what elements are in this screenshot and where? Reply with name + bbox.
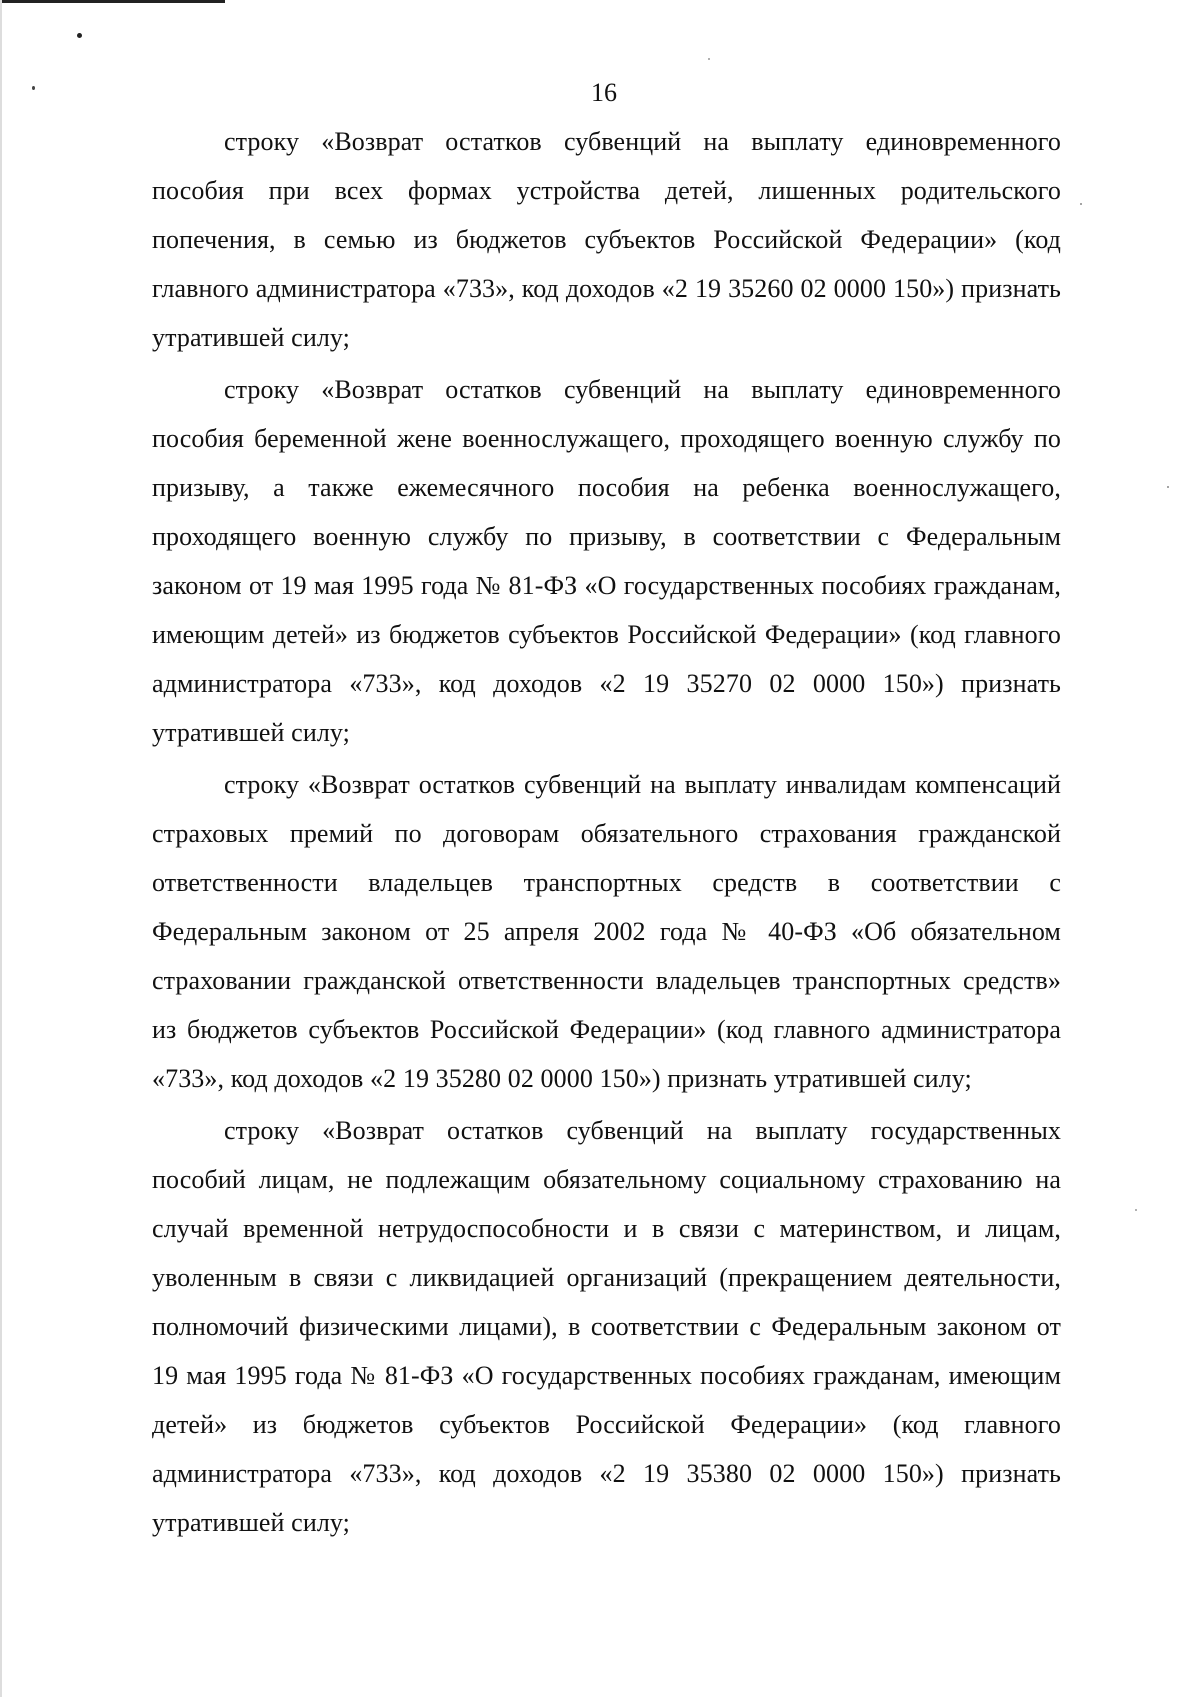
scan-speck: [77, 33, 82, 38]
scan-edge: [0, 0, 2, 1697]
paragraph-3: строку «Возврат остатков субвенций на выплату инвалидам компенсаций страховых премий по договорам обязательного страхования гражданской ответственности владельцев транспортных средств в соответствии с Федеральным законом от 25 апреля 2002 года № 40-ФЗ «Об обязательном страховании гражданской ответственности владельцев транспортных средств» из бюджетов субъектов Российской Федерации» (код главного администратора «733», код доходов «2 19 35280 02 0000 150») признать утратившей силу;: [152, 770, 1061, 1093]
paragraph-4: строку «Возврат остатков субвенций на выплату государственных пособий лицам, не подлежащим обязательному социальному страхованию на случай временной нетрудоспособности и в связи с материнством, и лицам, уволенным в связи с ликвидацией организаций (прекращением деятельности, полномочий физическими лицами), в соответствии с Федеральным законом от 19 мая 1995 года № 81-ФЗ «О государственных пособиях гражданам, имеющим детей» из бюджетов субъектов Российской Федерации» (код главного администратора «733», код доходов «2 19 35380 02 0000 150») признать утратившей силу;: [152, 1116, 1061, 1537]
paragraph-2: строку «Возврат остатков субвенций на выплату единовременного пособия беременной жене военнослужащего, проходящего военную службу по призыву, а также ежемесячного пособия на ребенка военнослужащего, проходящего военную службу по призыву, в соответствии с Федеральным законом от 19 мая 1995 года № 81-ФЗ «О государственных пособиях гражданам, имеющим детей» из бюджетов субъектов Российской Федерации» (код главного администратора «733», код доходов «2 19 35270 02 0000 150») признать утратившей силу;: [152, 375, 1061, 747]
scan-speck: [708, 58, 710, 60]
page-number: 16: [591, 78, 617, 107]
scan-speck: [1080, 203, 1082, 205]
scan-speck: [1135, 1209, 1137, 1211]
document-body: [152, 117, 1061, 1547]
scan-border-line: [0, 0, 225, 3]
scan-speck: [1167, 486, 1169, 488]
paragraph-1: строку «Возврат остатков субвенций на выплату единовременного пособия при всех формах устройства детей, лишенных родительского попечения, в семью из бюджетов субъектов Российской Федерации» (код главного администратора «733», код доходов «2 19 35260 02 0000 150») признать утратившей силу;: [152, 127, 1061, 352]
